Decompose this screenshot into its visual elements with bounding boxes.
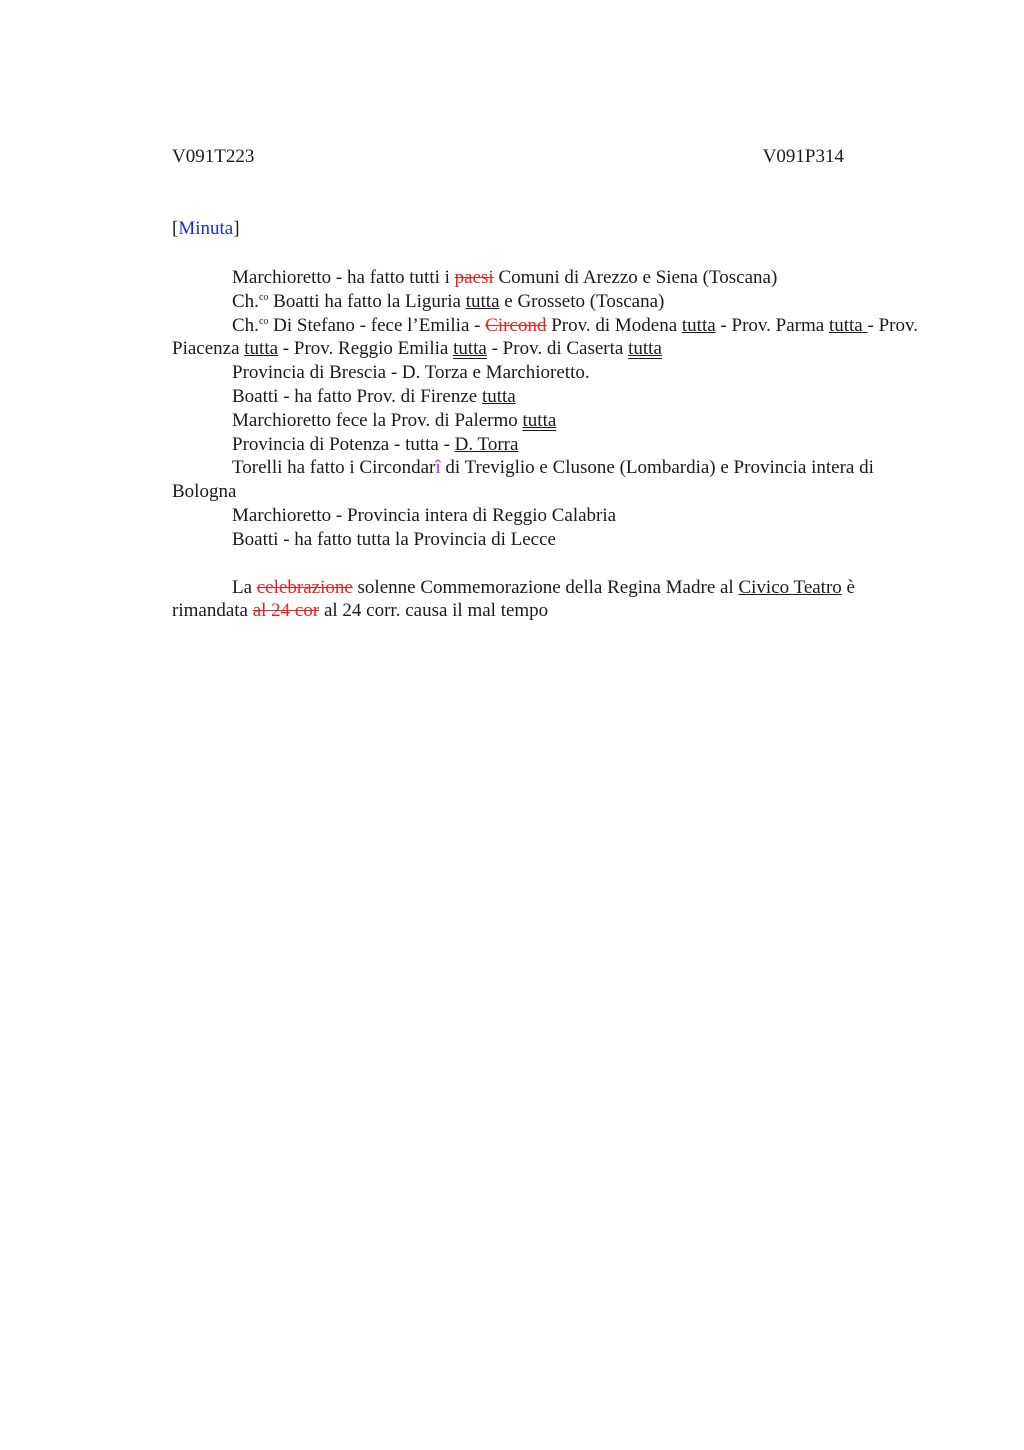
underlined-text: Civico Teatro	[738, 576, 842, 598]
line-boatti-liguria	[172, 290, 932, 314]
underlined-text: tutta	[465, 290, 500, 312]
document-header	[172, 146, 844, 170]
double-underlined-text: tutta	[453, 338, 487, 360]
text-run: Comuni di Arezzo e Siena (Toscana)	[493, 267, 778, 288]
underlined-text: tutta	[244, 338, 279, 360]
deleted-text: celebrazione	[256, 576, 353, 598]
line-lecce	[172, 528, 932, 552]
minuta-label	[172, 218, 240, 240]
text-run: di Treviglio e Clusone (Lombardia) e Provincia intera di Bologna	[172, 457, 874, 503]
line-marchioretto-palermo	[172, 409, 932, 433]
document-body	[172, 266, 932, 623]
text-run: Marchioretto - ha fatto tutti i	[232, 267, 455, 288]
line-brescia	[172, 361, 932, 385]
text-run: - Prov. Piacenza	[172, 314, 918, 360]
bracket-close: ]	[233, 218, 240, 239]
line-boatti-firenze	[172, 385, 932, 409]
text-run: - Prov. Reggio Emilia	[278, 338, 454, 360]
minuta-word: Minuta	[178, 218, 234, 239]
text-run: Ch.	[232, 314, 259, 336]
text-run: Provincia di Potenza - tutta -	[232, 433, 455, 455]
deleted-text: al 24 cor	[252, 600, 320, 622]
line-commemorazione	[172, 576, 932, 624]
text-run: - Prov. di Caserta	[486, 338, 629, 360]
text-run: è rimandata	[172, 576, 855, 622]
line-di-stefano-emilia	[172, 314, 932, 362]
text-run: Boatti ha fatto la Liguria	[268, 290, 466, 312]
text-run: Marchioretto - Provincia intera di Reggio Calabria	[232, 504, 617, 526]
deleted-text: paesi	[454, 267, 494, 288]
text-run: Ch.	[232, 290, 259, 312]
deleted-text: Circond	[485, 314, 547, 336]
text-run: Di Stefano - fece l’Emilia -	[268, 314, 486, 336]
double-underlined-text: tutta	[522, 409, 557, 431]
text-run: Provincia di Brescia - D. Torza e Marchioretto.	[232, 362, 590, 384]
underlined-text: tutta	[481, 385, 516, 407]
text-run: Boatti - ha fatto tutta la Provincia di Lecce	[232, 528, 556, 550]
superscript: co	[258, 291, 269, 303]
underlined-text: D. Torra	[454, 433, 519, 455]
text-run: La	[232, 576, 257, 598]
underlined-text: tutta	[828, 314, 868, 336]
bracket-open: [	[172, 218, 179, 239]
line-potenza	[172, 433, 932, 457]
superscript: co	[258, 315, 269, 327]
text-run: Torelli ha fatto i Circondar	[232, 457, 436, 479]
paragraph-gap	[172, 552, 932, 576]
text-run: e Grosseto (Toscana)	[499, 290, 665, 312]
line-marchioretto-arezzo	[172, 266, 932, 290]
line-torelli	[172, 456, 932, 504]
text-run: al 24 corr. causa il mal tempo	[319, 600, 549, 622]
text-run: Boatti - ha fatto Prov. di Firenze	[232, 385, 482, 407]
document-code-left: V091T223	[172, 146, 255, 167]
double-underlined-text: tutta	[628, 338, 662, 360]
text-run: solenne Commemorazione della Regina Madre al	[352, 576, 739, 598]
underlined-text: tutta	[681, 314, 716, 336]
highlighted-char: î	[435, 457, 441, 479]
text-run: - Prov. Parma	[715, 314, 829, 336]
text-run: Marchioretto fece la Prov. di Palermo	[232, 409, 523, 431]
document-code-right: V091P314	[762, 146, 844, 167]
line-reggio-calabria	[172, 504, 932, 528]
text-run: Prov. di Modena	[546, 314, 682, 336]
